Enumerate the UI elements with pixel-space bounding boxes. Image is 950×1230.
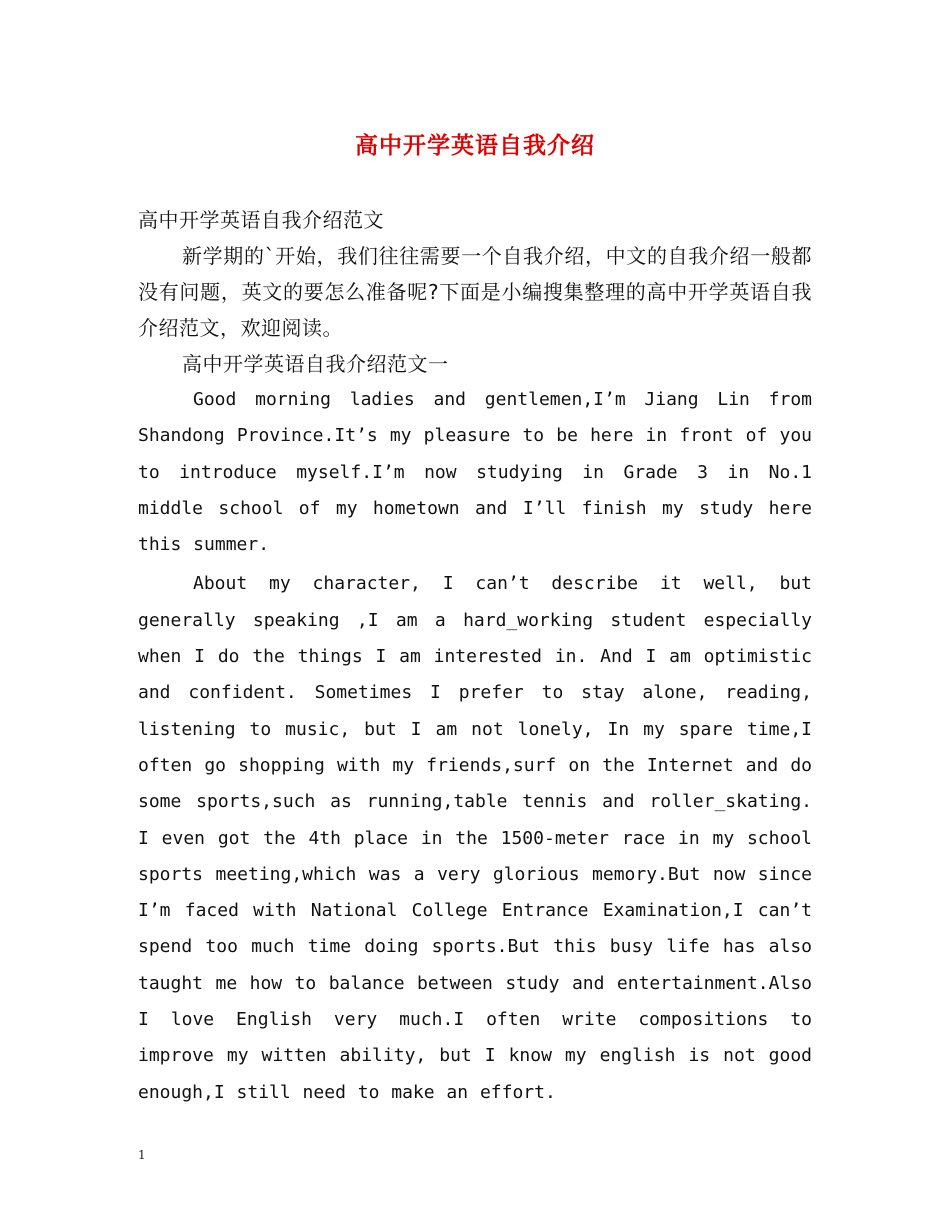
english-paragraph-1: Good morning ladies and gentlemen,I’m Jiang Lin from Shandong Province.It’s my pleasure to be here in front of you to introduce myself.I’m now studying in Grade 3 in No.1 middle school of my hometown and I’ll finish my study here this summer. [138,389,812,556]
subsection-heading: 高中开学英语自我介绍范文一 [182,352,449,376]
page-number: 1 [138,1148,146,1162]
section-heading: 高中开学英语自我介绍范文 [138,208,384,232]
intro-paragraph: 新学期的`开始，我们往往需要一个自我介绍，中文的自我介绍一般都没有问题，英文的要怎么准备呢?下面是小编搜集整理的高中开学英语自我介绍范文，欢迎阅读。 [138,244,812,340]
document-body [138,200,812,1111]
document-title: 高中开学英语自我介绍 [355,133,595,159]
english-paragraph-2: About my character, I can’t describe it well, but generally speaking ,I am a hard_working student especially when I do the things I am interested in. And I am optimistic and confident. Sometimes I prefer to stay alone, reading, listening to music, but I am not lonely, In my spare time,I often go shopping with my friends,surf on the Internet and do some sports,such as running,table tennis and roller_skating. I even got the 4th place in the 1500-meter race in my school sports meeting,which was a very glorious memory.But now since I’m faced with National College Entrance Examination,I can’t spend too much time doing sports.But this busy life has also taught me how to balance between study and entertainment.Also I love English very much.I often write compositions to improve my witten ability, but I know my english is not good enough,I still need to make an effort. [138,573,812,1103]
